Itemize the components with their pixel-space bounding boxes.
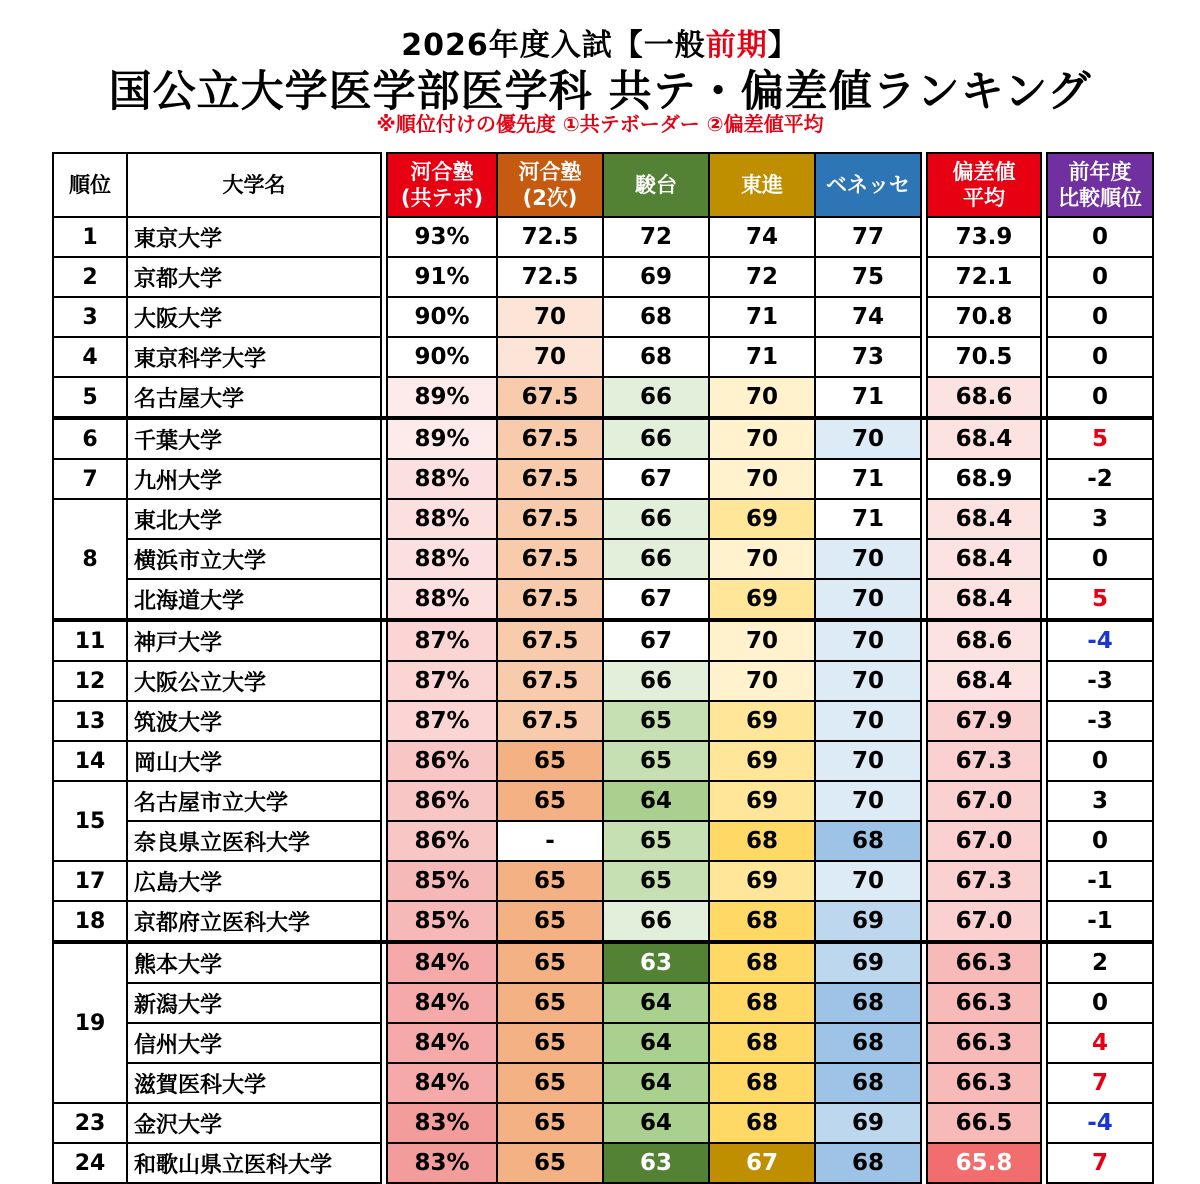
benesse-cell: 68 [815, 1143, 921, 1183]
table-row [53, 701, 1153, 741]
table-row [53, 1103, 1153, 1143]
average-cell: 67.3 [927, 861, 1041, 901]
table-row [53, 781, 1153, 821]
prev-rank-cell: -4 [1047, 620, 1153, 661]
prev-rank-cell: 0 [1047, 297, 1153, 337]
kawai-ct-cell: 84% [387, 983, 497, 1023]
table-row [53, 499, 1153, 539]
kawai-ct-cell: 89% [387, 418, 497, 459]
rank-cell: 13 [53, 701, 127, 741]
average-cell: 68.4 [927, 539, 1041, 579]
benesse-cell: 70 [815, 418, 921, 459]
kawai-ct-cell: 88% [387, 499, 497, 539]
average-cell: 67.0 [927, 901, 1041, 942]
benesse-cell: 70 [815, 701, 921, 741]
sundai-cell: 65 [603, 821, 709, 861]
sundai-cell: 63 [603, 1143, 709, 1183]
prev-rank-cell: -3 [1047, 701, 1153, 741]
table-row [53, 661, 1153, 701]
toshin-cell: 68 [709, 942, 815, 983]
university-name: 千葉大学 [127, 418, 381, 459]
university-name: 神戸大学 [127, 620, 381, 661]
university-name: 和歌山県立医科大学 [127, 1143, 381, 1183]
university-name: 奈良県立医科大学 [127, 821, 381, 861]
benesse-cell: 70 [815, 661, 921, 701]
table-row [53, 217, 1153, 257]
university-name: 京都府立医科大学 [127, 901, 381, 942]
university-name: 大阪公立大学 [127, 661, 381, 701]
kawai-2nd-cell: 65 [497, 1103, 603, 1143]
rank-cell: 19 [53, 942, 127, 1103]
average-cell: 68.4 [927, 418, 1041, 459]
university-name: 横浜市立大学 [127, 539, 381, 579]
sundai-cell: 64 [603, 1063, 709, 1103]
prev-rank-cell: 5 [1047, 579, 1153, 620]
toshin-cell: 69 [709, 741, 815, 781]
table-row [53, 821, 1153, 861]
kawai-2nd-cell: 65 [497, 1063, 603, 1103]
sundai-cell: 64 [603, 1023, 709, 1063]
kawai-ct-cell: 88% [387, 539, 497, 579]
col-avg: 偏差値 平均 [927, 153, 1041, 217]
toshin-cell: 70 [709, 539, 815, 579]
kawai-2nd-cell: 65 [497, 861, 603, 901]
benesse-cell: 70 [815, 781, 921, 821]
sundai-cell: 72 [603, 217, 709, 257]
kawai-ct-cell: 84% [387, 942, 497, 983]
kawai-2nd-cell: 72.5 [497, 257, 603, 297]
rank-cell: 1 [53, 217, 127, 257]
sundai-cell: 64 [603, 983, 709, 1023]
toshin-cell: 74 [709, 217, 815, 257]
kawai-ct-cell: 88% [387, 459, 497, 499]
benesse-cell: 70 [815, 579, 921, 620]
prev-rank-cell: 2 [1047, 942, 1153, 983]
prev-rank-cell: -4 [1047, 1103, 1153, 1143]
kawai-ct-cell: 87% [387, 620, 497, 661]
sundai-cell: 67 [603, 459, 709, 499]
benesse-cell: 68 [815, 821, 921, 861]
sundai-cell: 66 [603, 377, 709, 418]
average-cell: 66.5 [927, 1103, 1041, 1143]
rank-cell: 11 [53, 620, 127, 661]
university-name: 北海道大学 [127, 579, 381, 620]
priority-note: ※順位付けの優先度 ①共テボーダー ②偏差値平均 [376, 112, 824, 136]
header-row [53, 153, 1153, 217]
col-benesse: ベネッセ [815, 153, 921, 217]
toshin-cell: 68 [709, 1103, 815, 1143]
col-prev: 前年度 比較順位 [1047, 153, 1153, 217]
col-kawai-2nd: 河合塾 (2次) [497, 153, 603, 217]
table-row [53, 579, 1153, 620]
rank-cell: 8 [53, 499, 127, 620]
rank-cell: 5 [53, 377, 127, 418]
toshin-cell: 72 [709, 257, 815, 297]
benesse-cell: 77 [815, 217, 921, 257]
toshin-cell: 68 [709, 1063, 815, 1103]
benesse-cell: 68 [815, 983, 921, 1023]
col-toshin: 東進 [709, 153, 815, 217]
toshin-cell: 70 [709, 459, 815, 499]
toshin-cell: 69 [709, 579, 815, 620]
university-name: 九州大学 [127, 459, 381, 499]
kawai-2nd-cell: 72.5 [497, 217, 603, 257]
col-sundai: 駿台 [603, 153, 709, 217]
university-name: 東京科学大学 [127, 337, 381, 377]
toshin-cell: 68 [709, 983, 815, 1023]
benesse-cell: 69 [815, 1103, 921, 1143]
sundai-cell: 65 [603, 701, 709, 741]
table-row [53, 983, 1153, 1023]
university-name: 滋賀医科大学 [127, 1063, 381, 1103]
sundai-cell: 64 [603, 781, 709, 821]
average-cell: 67.0 [927, 781, 1041, 821]
sundai-cell: 65 [603, 861, 709, 901]
average-cell: 66.3 [927, 1063, 1041, 1103]
average-cell: 68.4 [927, 661, 1041, 701]
table-row [53, 942, 1153, 983]
kawai-2nd-cell: 67.5 [497, 418, 603, 459]
prev-rank-cell: 0 [1047, 377, 1153, 418]
toshin-cell: 70 [709, 418, 815, 459]
average-cell: 70.8 [927, 297, 1041, 337]
benesse-cell: 70 [815, 539, 921, 579]
benesse-cell: 75 [815, 257, 921, 297]
sundai-cell: 67 [603, 579, 709, 620]
col-rank: 順位 [53, 153, 127, 217]
prev-rank-cell: 0 [1047, 983, 1153, 1023]
kawai-2nd-cell: 67.5 [497, 459, 603, 499]
prev-rank-cell: 3 [1047, 781, 1153, 821]
table-row [53, 741, 1153, 781]
prev-rank-cell: 0 [1047, 741, 1153, 781]
toshin-cell: 71 [709, 297, 815, 337]
kawai-ct-cell: 87% [387, 701, 497, 741]
average-cell: 68.6 [927, 377, 1041, 418]
kawai-2nd-cell: 67.5 [497, 499, 603, 539]
kawai-ct-cell: 86% [387, 741, 497, 781]
university-name: 信州大学 [127, 1023, 381, 1063]
average-cell: 67.9 [927, 701, 1041, 741]
kawai-2nd-cell: 65 [497, 781, 603, 821]
table-row [53, 1023, 1153, 1063]
rank-cell: 15 [53, 781, 127, 861]
table-row [53, 337, 1153, 377]
sundai-cell: 66 [603, 418, 709, 459]
table-row [53, 418, 1153, 459]
average-cell: 67.0 [927, 821, 1041, 861]
kawai-2nd-cell: 67.5 [497, 579, 603, 620]
kawai-2nd-cell: 67.5 [497, 539, 603, 579]
table-row [53, 861, 1153, 901]
rank-cell: 12 [53, 661, 127, 701]
toshin-cell: 71 [709, 337, 815, 377]
toshin-cell: 70 [709, 620, 815, 661]
rank-cell: 7 [53, 459, 127, 499]
sundai-cell: 63 [603, 942, 709, 983]
kawai-2nd-cell: 65 [497, 741, 603, 781]
rank-cell: 4 [53, 337, 127, 377]
page-title: 国公立大学医学部医学科 共テ・偏差値ランキング [108, 67, 1092, 117]
sundai-cell: 66 [603, 661, 709, 701]
sundai-cell: 69 [603, 257, 709, 297]
rank-cell: 14 [53, 741, 127, 781]
average-cell: 68.4 [927, 499, 1041, 539]
benesse-cell: 68 [815, 1023, 921, 1063]
table-row [53, 1063, 1153, 1103]
col-name: 大学名 [127, 153, 381, 217]
kawai-ct-cell: 86% [387, 781, 497, 821]
sundai-cell: 68 [603, 337, 709, 377]
average-cell: 70.5 [927, 337, 1041, 377]
university-name: 広島大学 [127, 861, 381, 901]
university-name: 岡山大学 [127, 741, 381, 781]
benesse-cell: 70 [815, 861, 921, 901]
average-cell: 68.9 [927, 459, 1041, 499]
prev-rank-cell: 4 [1047, 1023, 1153, 1063]
benesse-cell: 70 [815, 741, 921, 781]
toshin-cell: 70 [709, 661, 815, 701]
prev-rank-cell: 0 [1047, 821, 1153, 861]
benesse-cell: 73 [815, 337, 921, 377]
kawai-2nd-cell: 65 [497, 901, 603, 942]
university-name: 名古屋市立大学 [127, 781, 381, 821]
toshin-cell: 69 [709, 499, 815, 539]
rank-cell: 24 [53, 1143, 127, 1183]
sundai-cell: 66 [603, 901, 709, 942]
prev-rank-cell: 7 [1047, 1063, 1153, 1103]
prev-rank-cell: 0 [1047, 539, 1153, 579]
kawai-2nd-cell: 70 [497, 337, 603, 377]
average-cell: 66.3 [927, 1023, 1041, 1063]
average-cell: 68.6 [927, 620, 1041, 661]
kawai-ct-cell: 83% [387, 1143, 497, 1183]
toshin-cell: 68 [709, 1023, 815, 1063]
table-row [53, 901, 1153, 942]
toshin-cell: 69 [709, 861, 815, 901]
benesse-cell: 74 [815, 297, 921, 337]
rank-cell: 18 [53, 901, 127, 942]
kawai-ct-cell: 83% [387, 1103, 497, 1143]
title-highlight: 前期 [705, 28, 768, 63]
benesse-cell: 70 [815, 620, 921, 661]
kawai-ct-cell: 89% [387, 377, 497, 418]
kawai-ct-cell: 84% [387, 1063, 497, 1103]
benesse-cell: 71 [815, 459, 921, 499]
kawai-ct-cell: 84% [387, 1023, 497, 1063]
prev-rank-cell: 0 [1047, 337, 1153, 377]
benesse-cell: 71 [815, 377, 921, 418]
rank-cell: 6 [53, 418, 127, 459]
prev-rank-cell: -1 [1047, 901, 1153, 942]
average-cell: 65.8 [927, 1143, 1041, 1183]
kawai-2nd-cell: 67.5 [497, 701, 603, 741]
sundai-cell: 64 [603, 1103, 709, 1143]
kawai-2nd-cell: 65 [497, 1023, 603, 1063]
table-row [53, 539, 1153, 579]
table-row [53, 459, 1153, 499]
average-cell: 73.9 [927, 217, 1041, 257]
rank-cell: 2 [53, 257, 127, 297]
kawai-2nd-cell: 67.5 [497, 661, 603, 701]
university-name: 筑波大学 [127, 701, 381, 741]
university-name: 金沢大学 [127, 1103, 381, 1143]
toshin-cell: 68 [709, 901, 815, 942]
benesse-cell: 69 [815, 901, 921, 942]
prev-rank-cell: -3 [1047, 661, 1153, 701]
kawai-2nd-cell: - [497, 821, 603, 861]
sundai-cell: 68 [603, 297, 709, 337]
sundai-cell: 66 [603, 539, 709, 579]
kawai-ct-cell: 88% [387, 579, 497, 620]
table-row [53, 297, 1153, 337]
prev-rank-cell: 3 [1047, 499, 1153, 539]
rank-cell: 23 [53, 1103, 127, 1143]
prev-rank-cell: 0 [1047, 257, 1153, 297]
table-row [53, 620, 1153, 661]
toshin-cell: 69 [709, 781, 815, 821]
title-suffix: 】 [767, 28, 799, 63]
table-row [53, 377, 1153, 418]
kawai-2nd-cell: 65 [497, 942, 603, 983]
benesse-cell: 71 [815, 499, 921, 539]
kawai-ct-cell: 85% [387, 861, 497, 901]
kawai-2nd-cell: 65 [497, 983, 603, 1023]
university-name: 大阪大学 [127, 297, 381, 337]
kawai-2nd-cell: 65 [497, 1143, 603, 1183]
rank-cell: 17 [53, 861, 127, 901]
table-row [53, 1143, 1153, 1183]
kawai-ct-cell: 91% [387, 257, 497, 297]
benesse-cell: 69 [815, 942, 921, 983]
university-name: 新潟大学 [127, 983, 381, 1023]
toshin-cell: 69 [709, 701, 815, 741]
university-name: 東京大学 [127, 217, 381, 257]
average-cell: 72.1 [927, 257, 1041, 297]
sundai-cell: 66 [603, 499, 709, 539]
toshin-cell: 70 [709, 377, 815, 418]
prev-rank-cell: 5 [1047, 418, 1153, 459]
university-name: 名古屋大学 [127, 377, 381, 418]
prev-rank-cell: 0 [1047, 217, 1153, 257]
rank-cell: 3 [53, 297, 127, 337]
average-cell: 66.3 [927, 983, 1041, 1023]
average-cell: 67.3 [927, 741, 1041, 781]
title-prefix: 2026年度入試【一般 [401, 28, 706, 63]
prev-rank-cell: -1 [1047, 861, 1153, 901]
kawai-ct-cell: 90% [387, 337, 497, 377]
kawai-ct-cell: 90% [387, 297, 497, 337]
prev-rank-cell: 7 [1047, 1143, 1153, 1183]
university-name: 東北大学 [127, 499, 381, 539]
kawai-ct-cell: 93% [387, 217, 497, 257]
toshin-cell: 67 [709, 1143, 815, 1183]
university-name: 熊本大学 [127, 942, 381, 983]
university-name: 京都大学 [127, 257, 381, 297]
toshin-cell: 68 [709, 821, 815, 861]
kawai-ct-cell: 85% [387, 901, 497, 942]
kawai-2nd-cell: 70 [497, 297, 603, 337]
kawai-ct-cell: 87% [387, 661, 497, 701]
ranking-table [52, 152, 1154, 1184]
kawai-2nd-cell: 67.5 [497, 377, 603, 418]
average-cell: 66.3 [927, 942, 1041, 983]
col-kawai-ct: 河合塾 (共テボ) [387, 153, 497, 217]
prev-rank-cell: -2 [1047, 459, 1153, 499]
kawai-2nd-cell: 67.5 [497, 620, 603, 661]
sundai-cell: 67 [603, 620, 709, 661]
table-row [53, 257, 1153, 297]
average-cell: 68.4 [927, 579, 1041, 620]
benesse-cell: 68 [815, 1063, 921, 1103]
sundai-cell: 65 [603, 741, 709, 781]
kawai-ct-cell: 86% [387, 821, 497, 861]
